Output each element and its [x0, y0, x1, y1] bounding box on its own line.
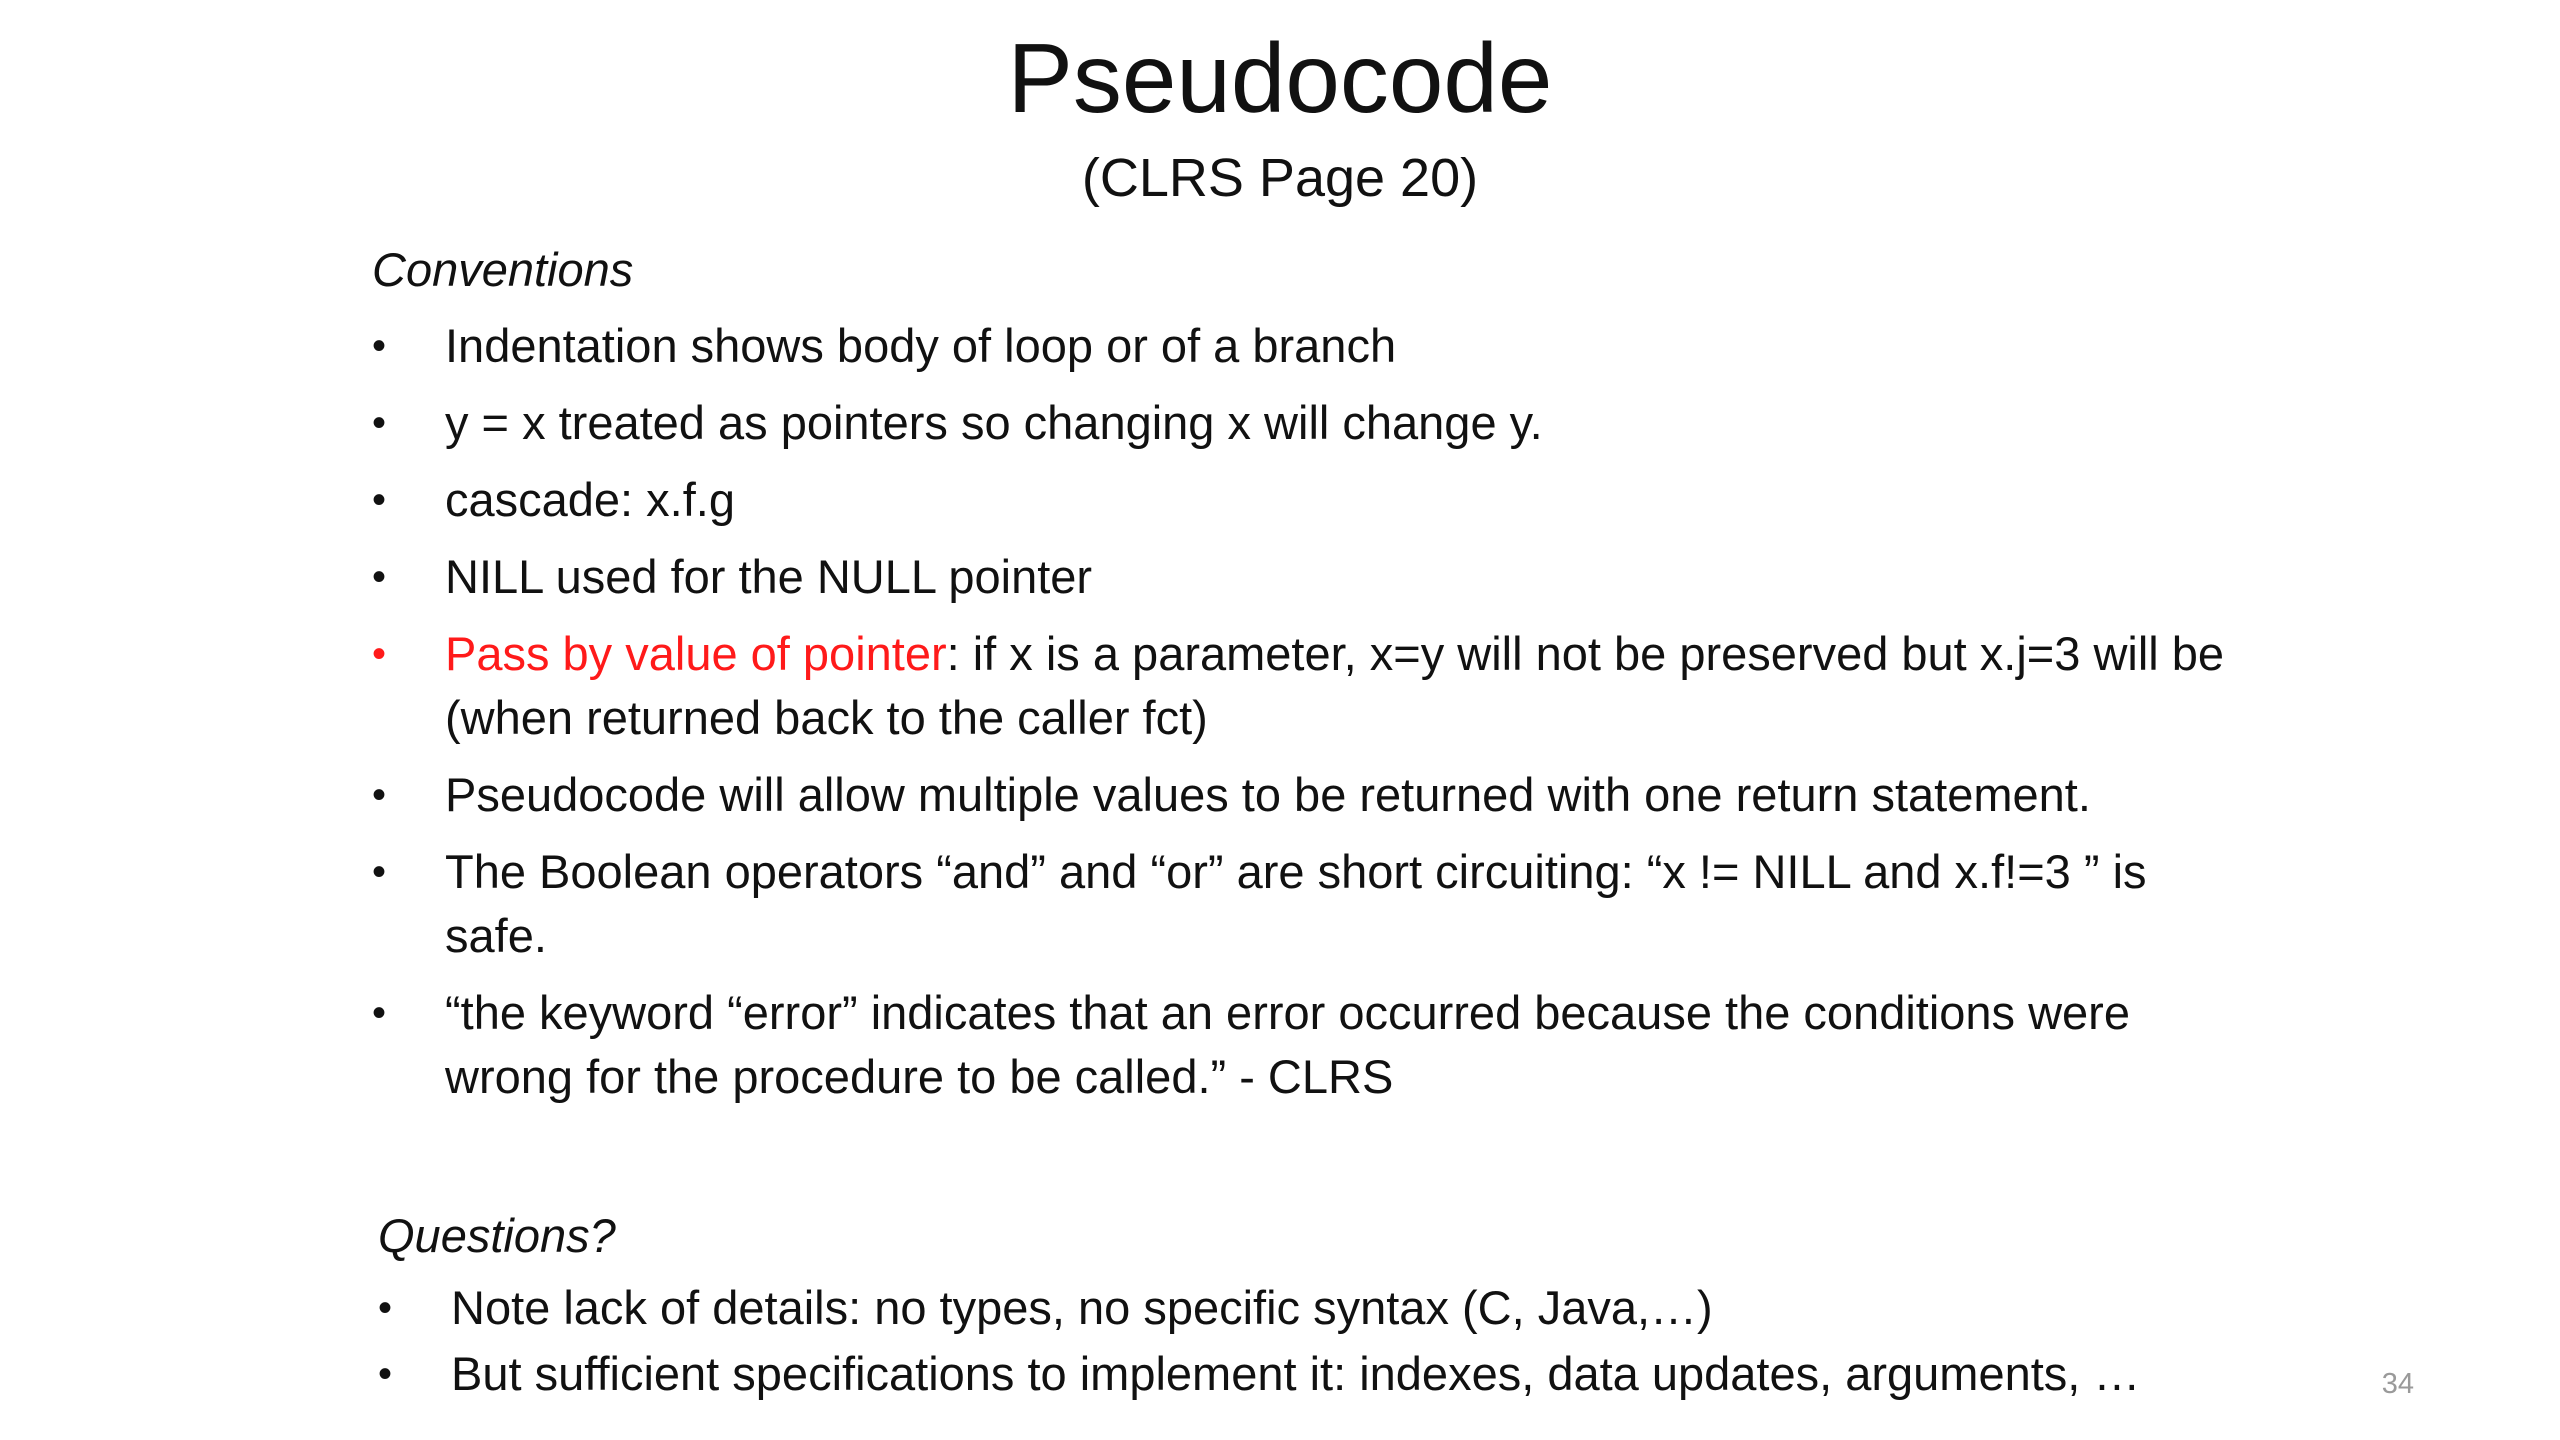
bullet-icon: •	[378, 1352, 393, 1396]
convention-item-nill	[372, 545, 2232, 609]
convention-item-multiple-return	[372, 763, 2232, 827]
bullet-icon: •	[372, 991, 387, 1035]
conventions-heading: Conventions	[372, 243, 634, 296]
highlighted-phrase: Pass by value of pointer	[445, 627, 947, 680]
questions-heading: Questions?	[378, 1209, 616, 1262]
conventions-list	[372, 314, 2232, 1122]
bullet-icon: •	[372, 478, 387, 522]
convention-text: y = x treated as pointers so changing x will change y.	[445, 396, 1543, 449]
bullet-icon: •	[372, 555, 387, 599]
bullet-icon: •	[372, 401, 387, 445]
bullet-icon: •	[372, 850, 387, 894]
page-number: 34	[2381, 1368, 2414, 1400]
question-text: Note lack of details: no types, no specific syntax (C, Java,…)	[451, 1281, 1713, 1334]
convention-text: “the keyword “error” indicates that an error occurred because the conditions were wrong for the procedure to be called.” - CLRS	[445, 986, 2130, 1103]
convention-item-pass-by-value	[372, 622, 2232, 750]
convention-item-cascade	[372, 468, 2232, 532]
questions-list	[378, 1276, 2238, 1408]
convention-text: : if x is a parameter, x=y will not be preserved but x.j=3 will be (when returned back to the caller fct)	[445, 627, 2225, 744]
question-item-details	[378, 1276, 2238, 1340]
slide-title: Pseudocode	[1007, 23, 1553, 133]
convention-item-pointers	[372, 391, 2232, 455]
slide-subtitle: (CLRS Page 20)	[1081, 148, 1479, 208]
bullet-icon: •	[372, 324, 387, 368]
bullet-icon: •	[372, 773, 387, 817]
question-text: But sufficient specifications to implement it: indexes, data updates, arguments, …	[451, 1347, 2141, 1400]
bullet-icon: •	[378, 1286, 393, 1330]
convention-item-error	[372, 981, 2232, 1109]
question-item-specifications	[378, 1342, 2238, 1406]
convention-item-short-circuit	[372, 840, 2232, 968]
convention-text: The Boolean operators “and” and “or” are short circuiting: “x != NILL and x.f!=3 ” is safe.	[445, 845, 2147, 962]
convention-item-indentation	[372, 314, 2232, 378]
convention-text: NILL used for the NULL pointer	[445, 550, 1093, 603]
bullet-icon: •	[372, 632, 387, 676]
convention-text: cascade: x.f.g	[445, 473, 735, 526]
convention-text: Pseudocode will allow multiple values to be returned with one return statement.	[445, 768, 2091, 821]
convention-text: Indentation shows body of loop or of a branch	[445, 319, 1397, 372]
